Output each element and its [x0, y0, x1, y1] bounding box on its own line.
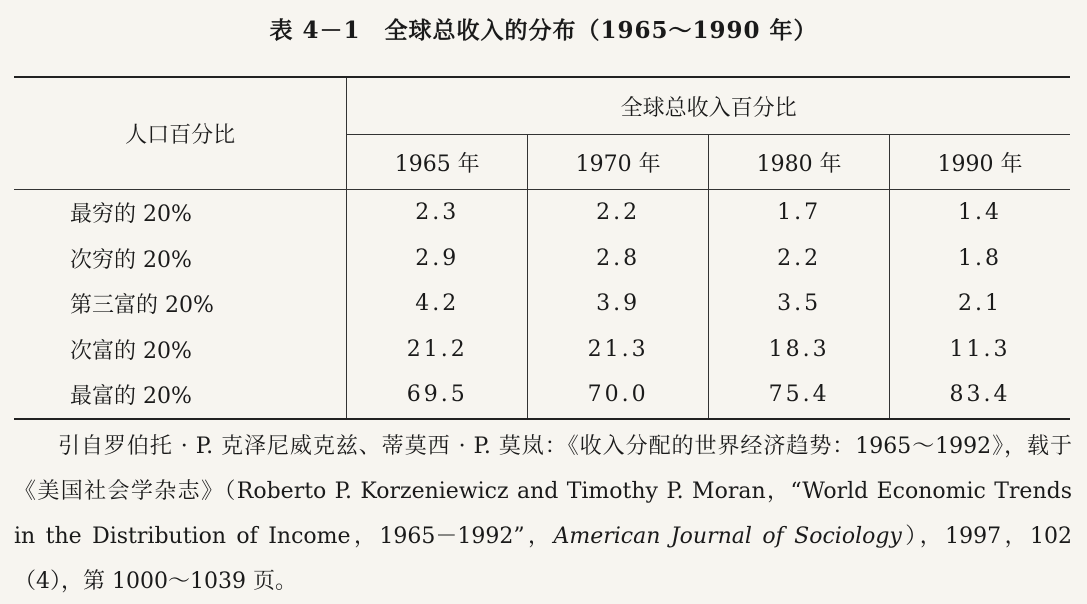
table-row: [14, 190, 1070, 236]
table-cell: 11.3: [949, 336, 1011, 362]
table-row: [14, 372, 1070, 419]
table-cell: 21.2: [347, 327, 528, 373]
table-cell: 2.2: [528, 190, 709, 236]
source-paragraph: [14, 424, 1072, 604]
table-cell: 2.8: [528, 236, 709, 282]
year-header-1970: 1970 年: [528, 135, 709, 190]
source-note: [14, 424, 1072, 604]
journal-title: American Journal of Sociology: [553, 524, 902, 549]
year-header-1980: 1980 年: [709, 135, 890, 190]
table-cell: 3.9: [528, 281, 709, 327]
table-cell: 83.4: [890, 372, 1070, 419]
table-cell: 4.2: [347, 281, 528, 327]
table-cell: 1.8: [958, 245, 1003, 271]
row-label: 次穷的 20%: [14, 236, 347, 282]
table-cell: 1.7: [709, 190, 890, 236]
table-cell: 1.4: [890, 190, 1070, 236]
global-income-percentage-header: 全球总收入百分比: [347, 77, 1070, 135]
table-cell: 18.3: [709, 327, 890, 373]
year-header-1990: 1990 年: [890, 135, 1070, 190]
row-label: 最穷的 20%: [14, 190, 347, 236]
table-cell: 3.5: [709, 281, 890, 327]
table-cell: 2.9: [347, 236, 528, 282]
table-cell: 70.0: [528, 372, 709, 419]
table-row: [14, 327, 1070, 373]
source-text-before: 引自罗伯托 · P. 克泽尼威克兹、蒂莫西 · P. 莫岚：《收入分配的世界经济趋势：1965～1992》，载于《美国社会学杂志》（Roberto P. Korzeniewicz and Timothy P. Moran，“World Economic Trends in the Distribution of Income，1965－1992”，: [14, 434, 1072, 549]
population-percentage-header: 人口百分比: [14, 77, 347, 190]
year-header-1965: 1965 年: [347, 135, 528, 190]
table-cell: 2.1: [958, 291, 1003, 317]
table-row: [14, 236, 1070, 282]
row-label: 第三富的 20%: [14, 281, 347, 327]
table-cell: 2.3: [347, 190, 528, 236]
source-text-after: ），1997，102（4），第 1000～1039 页。: [14, 524, 1072, 594]
income-distribution-table: [14, 76, 1070, 420]
row-label: 次富的 20%: [14, 327, 347, 373]
table-row: [14, 281, 1070, 327]
table-cell: 75.4: [709, 372, 890, 419]
table-cell: 69.5: [347, 372, 528, 419]
table-cell: 2.2: [709, 236, 890, 282]
row-label: 最富的 20%: [14, 372, 347, 419]
table-title: 表 4－1 全球总收入的分布（1965～1990 年）: [269, 17, 818, 44]
table-header-row: [14, 77, 1070, 135]
table-cell: 21.3: [528, 327, 709, 373]
